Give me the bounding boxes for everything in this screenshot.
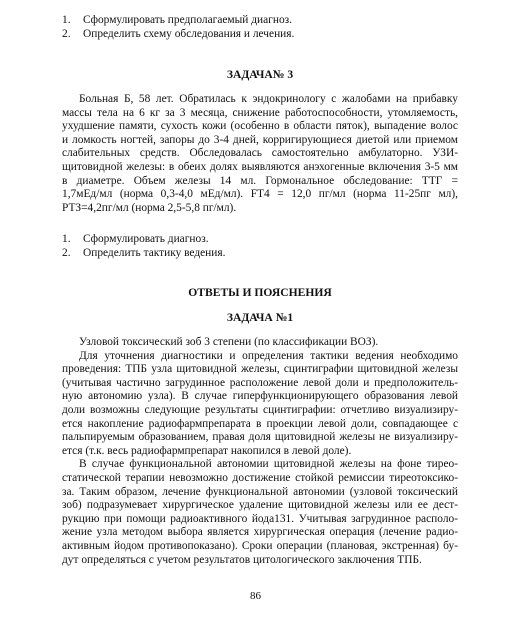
text-line: дут определяться с учетом результатов цитологического заключения ТПБ. bbox=[62, 553, 422, 566]
text-line: В случае функциональной автономии щитовидной железы на фоне тирео- bbox=[79, 458, 458, 471]
text-line: ется накопление радиофармпрепарата в проекции левой доли, совпадающее с bbox=[62, 417, 458, 430]
list-item bbox=[62, 28, 458, 42]
text-line: доли возможны следующие результаты сцинтиграфии: отчетливо визуализиру- bbox=[62, 403, 458, 416]
list-item bbox=[62, 233, 458, 247]
list-item bbox=[62, 14, 458, 28]
list-item-number: 1. bbox=[62, 14, 71, 26]
answer1-title: ЗАДАЧА №1 bbox=[226, 311, 294, 324]
text-line: и ломкость ногтей, запоры до 3-4 дней, корригирующиеся диетой или приемом bbox=[62, 133, 458, 146]
list-item-number: 1. bbox=[62, 233, 71, 245]
text-line: ухудшение памяти, сухость кожи (особенно в области пяток), выпадение волос bbox=[62, 120, 458, 133]
task3-question-items bbox=[62, 233, 458, 260]
list-item-text: Сформулировать предполагаемый диагноз. bbox=[83, 14, 292, 26]
text-line: Узловой токсический зоб 3 степени (по классификации ВОЗ). bbox=[79, 336, 379, 348]
text-line: ную автономию узла). В случае гиперфункционирующего образования левой bbox=[62, 390, 458, 403]
list-item-number: 2. bbox=[62, 246, 71, 259]
answers-title: ОТВЕТЫ И ПОЯСНЕНИЯ bbox=[188, 286, 332, 299]
text-line: жение узла методом выбора является хирургическая операция (лечение радио- bbox=[62, 526, 458, 539]
text-line: зоб) подразумевает хирургическое удаление щитовидной железы или ее дест- bbox=[62, 499, 458, 512]
answer1-paragraph bbox=[62, 336, 458, 567]
text-line: Для уточнения диагностики и определения тактики ведения необходимо bbox=[79, 349, 458, 362]
text-line: проведения: ТПБ узла щитовидной железы, сцинтиграфии щитовидной железы bbox=[62, 363, 458, 376]
text-line: слабительных средств. Обследовалась самостоятельно амбулаторно. УЗИ- bbox=[62, 147, 458, 160]
page-number: 86 bbox=[250, 590, 261, 602]
task3-title: ЗАДАЧА№ 3 bbox=[226, 68, 294, 81]
text-line: за. Таким образом, лечение функциональной автономии (узловой токсический bbox=[62, 485, 458, 498]
task3-questions bbox=[62, 233, 458, 260]
top-task-items bbox=[62, 14, 458, 41]
text-line: массы тела на 6 кг за 3 месяца, снижение работоспособности, утомляемость, bbox=[62, 106, 458, 119]
top-task-list bbox=[62, 14, 458, 41]
text-line: (учитывая частично загрудинное расположение левой доли и предположитель- bbox=[62, 376, 458, 389]
answer1-section bbox=[62, 311, 458, 325]
text-line: ется (т.к. весь радиофармпрепарат накопился в левой доле). bbox=[62, 444, 352, 457]
list-item bbox=[62, 247, 458, 261]
list-item-text: Определить схему обследования и лечения. bbox=[83, 27, 295, 40]
task3-paragraph bbox=[62, 93, 458, 215]
task3-section bbox=[62, 68, 458, 82]
text-line: Больная Б, 58 лет. Обратилась к эндокринологу с жалобами на прибавку bbox=[79, 93, 458, 105]
answers-section bbox=[62, 286, 458, 300]
text-line: в диаметре. Объем железы 14 мл. Гормональное обследование: ТТГ = bbox=[62, 174, 458, 187]
text-line: РТЗ=4,2пг/мл (норма 2,5-5,8 пг/мл). bbox=[62, 201, 237, 214]
text-line: статической терапии невозможно достижение стойкой ремиссии тиреотоксико- bbox=[62, 471, 458, 484]
text-line: щитовидной железы: в обеих долях выявляются анэхогенные включения 3-5 мм bbox=[62, 160, 458, 173]
list-item-text: Сформулировать диагноз. bbox=[83, 233, 209, 245]
text-line: 1,7мЕд/мл (норма 0,3-4,0 мЕд/мл). FT4 = 12,0 пг/мл (норма 11-25пг мл), bbox=[62, 188, 458, 201]
text-line: пальпируемым образованием, правая доля щитовидной железы не визуализиру- bbox=[62, 431, 458, 444]
list-item-text: Определить тактику ведения. bbox=[83, 246, 226, 259]
text-line: активным йодом противопоказано). Сроки операции (плановая, экстренная) бу- bbox=[62, 539, 458, 552]
text-line: рукцию при помощи радиоактивного йода131. Учитывая загрудинное располо- bbox=[62, 512, 458, 525]
list-item-number: 2. bbox=[62, 27, 71, 40]
